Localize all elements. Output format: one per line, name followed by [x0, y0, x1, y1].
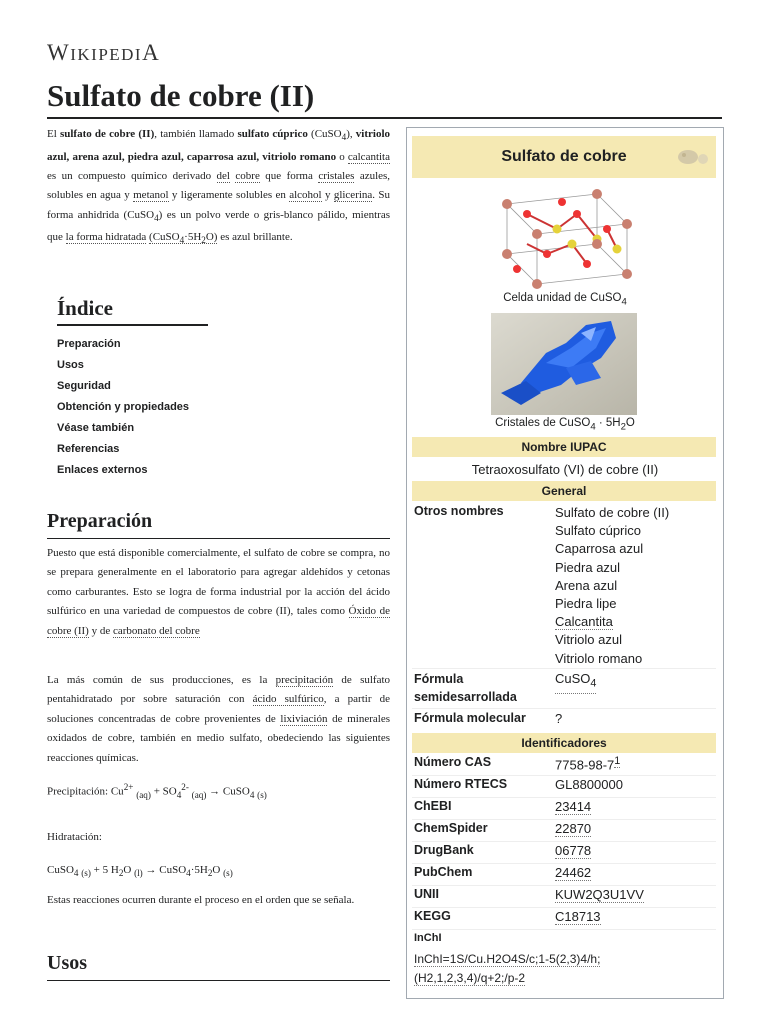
- toc-item-preparacion[interactable]: Preparación: [57, 338, 121, 350]
- otro-nombre: Vitriolo romano: [555, 650, 643, 666]
- link-acido-sulfurico[interactable]: ácido sulfúrico: [252, 693, 324, 706]
- row-drugbank: DrugBank 06778: [414, 843, 592, 858]
- link-calcantita[interactable]: calcantita: [347, 150, 390, 163]
- link-oxido-cobre[interactable]: Óxido de cobre (II): [47, 605, 390, 637]
- pubchem-link[interactable]: 24462: [555, 865, 592, 880]
- row-formula-molecular: Fórmula molecular ?: [414, 711, 563, 726]
- otro-nombre: Caparrosa azul: [555, 541, 644, 557]
- toc-item-usos[interactable]: Usos: [57, 359, 84, 371]
- heading-usos: Usos: [47, 952, 390, 981]
- heading-preparacion: Preparación: [47, 510, 390, 539]
- kegg-link[interactable]: C18713: [555, 909, 601, 924]
- otro-nombre: Sulfato cúprico: [555, 523, 641, 539]
- toc-item-enlaces[interactable]: Enlaces externos: [57, 464, 148, 476]
- prep-paragraph-1: Puesto que está disponible comercialmente, el sulfato de cobre se compra, no se prepara generalmente en el laboratorio para agregar aldehídos y cetonas como carburantes. Esto se logra de forma industrial por la acción del ácido sulfúrico en una variedad de compuestos de cobre (II), tales como Óxido de cobre (II) y de carbonato del cobre: [47, 547, 390, 637]
- row-pubchem: PubChem 24462: [414, 865, 592, 880]
- otros-nombres-list: [555, 504, 669, 668]
- chemspider-link[interactable]: 22870: [555, 821, 592, 836]
- section-nombre-iupac: Nombre IUPAC: [412, 437, 716, 457]
- infobox-title: Sulfato de cobre: [412, 136, 716, 178]
- row-kegg: KEGG C18713: [414, 909, 601, 924]
- crystals-photo[interactable]: [491, 313, 637, 415]
- row-chemspider: ChemSpider 22870: [414, 821, 592, 836]
- iupac-name: Tetraoxosulfato (VI) de cobre (II): [471, 462, 659, 477]
- link-del[interactable]: del: [216, 170, 230, 182]
- toc-item-vease[interactable]: Véase también: [57, 422, 135, 434]
- link-precipitacion[interactable]: precipitación: [275, 674, 334, 686]
- row-numero-rtecs: Número RTECS GL8800000: [414, 777, 623, 792]
- formula-semidesarrollada-link[interactable]: CuSO$_4$: [555, 670, 596, 694]
- unii-link[interactable]: KUW2Q3U1VV: [555, 887, 644, 902]
- intro-paragraph: El sulfato de cobre (II), también llamado sulfato cúprico (CuSO$_4$), vitriolo azul, arena azul, piedra azul, caparrosa azul, vitriolo romano o calcantita es un compuesto químico derivado del cobre que forma cristales azules, solubles en agua y metanol y ligeramente solubles en alcohol y glicerina. Su forma anhidrida (CuSO$_4$) es un polvo verde o gris-blanco pálido, mientras que la forma hidratada $(CuSO_4\cdot 5H_2O)$ es azul brillante.: [47, 128, 391, 246]
- link-glicerina[interactable]: glicerina: [333, 189, 373, 202]
- link-cobre[interactable]: cobre: [235, 170, 260, 182]
- infobox: [406, 127, 724, 999]
- otro-nombre-link[interactable]: Calcantita: [555, 614, 613, 630]
- toc-item-referencias[interactable]: Referencias: [57, 443, 120, 455]
- link-forma-hidratada[interactable]: la forma hidratada: [65, 231, 147, 244]
- row-unii: UNII KUW2Q3U1VV: [414, 887, 644, 902]
- row-otros-nombres: Otros nombres Sulfato de cobre (II) Sulfato cúprico Caparrosa azul Piedra azul Arena azul Piedra lipe Calcantita Vitriolo azul Vitriolo romano: [412, 504, 716, 666]
- section-identificadores: Identificadores: [412, 733, 716, 753]
- row-inchi: [412, 932, 716, 992]
- otro-nombre: Vitriolo azul: [555, 632, 622, 648]
- otro-nombre: Piedra azul: [555, 559, 621, 575]
- unit-cell-image[interactable]: [487, 184, 637, 294]
- table-of-contents: [57, 296, 217, 481]
- toc-title: Índice: [57, 296, 208, 326]
- hidratacion-label: Hidratación:: [47, 831, 102, 843]
- drugbank-link[interactable]: 06778: [555, 843, 592, 858]
- link-cristales[interactable]: cristales: [318, 170, 355, 182]
- otro-nombre: Arena azul: [555, 577, 618, 593]
- page-title: Sulfato de cobre (II): [47, 78, 315, 113]
- flask-icon: [676, 148, 710, 166]
- link-metanol[interactable]: metanol: [133, 189, 169, 202]
- link-lixiviacion[interactable]: lixiviación: [280, 712, 328, 725]
- cas-ref-link[interactable]: 1: [614, 755, 621, 767]
- toc-item-obtencion[interactable]: Obtención y propiedades: [57, 401, 190, 413]
- inchi-value[interactable]: InChI=1S/Cu.H2O4S/c;1-5(2,3)4/h; (H2,1,2,3,4)/q+2;/p-2: [414, 952, 601, 985]
- title-divider: [47, 117, 722, 119]
- row-numero-cas: Número CAS $7758-98-7^1$: [414, 755, 621, 773]
- wikipedia-logo[interactable]: WIKIPEDIA: [47, 40, 161, 65]
- prep-paragraph-3: Estas reacciones ocurren durante el proceso en el orden que se señala.: [47, 894, 355, 906]
- link-alcohol[interactable]: alcohol: [289, 189, 322, 202]
- toc-item-seguridad[interactable]: Seguridad: [57, 380, 111, 392]
- chebi-link[interactable]: 23414: [555, 799, 592, 814]
- inchi-label: InChI: [414, 932, 442, 944]
- otro-nombre: Sulfato de cobre (II): [555, 505, 670, 520]
- otro-nombre: Piedra lipe: [555, 595, 617, 611]
- section-general: General: [412, 481, 716, 501]
- prep-paragraph-2: La más común de sus producciones, es la precipitación de sulfato pentahidratado por sobre saturación con ácido sulfúrico, a partir de soluciones concentradas de cobre provenientes de lixiviación de minerales oxidados de cobre, también en medio sulfato, obedeciendo las siguientes reacciones químicas.: [47, 674, 391, 764]
- equation-hidratacion: CuSO$_4$ $_{(s)}$ + 5 $H_2O$ $_{(l)} \to CuSO_4\cdot 5H_2O$ $_{(s)}$: [47, 864, 233, 879]
- caption-crystals: Cristales de CuSO$_4$ · $5H_2O$: [495, 417, 635, 433]
- link-carbonato-cobre[interactable]: carbonato del cobre: [112, 624, 200, 637]
- row-chebi: ChEBI 23414: [414, 799, 592, 814]
- link-formula-hidratada[interactable]: $(CuSO_4\cdot 5H_2O)$: [149, 231, 218, 246]
- equation-precipitacion: Precipitación: $Cu^{2+}$ $_{(aq)} + SO_4^{2-}$ $_{(aq)}$ → CuSO$_4$ $_{(s)}$: [47, 782, 267, 800]
- row-formula-semidesarrollada: Fórmula semidesarrollada CuSO$_4$: [414, 671, 597, 704]
- caption-unit-cell: Celda unidad de CuSO$_4$: [503, 292, 627, 308]
